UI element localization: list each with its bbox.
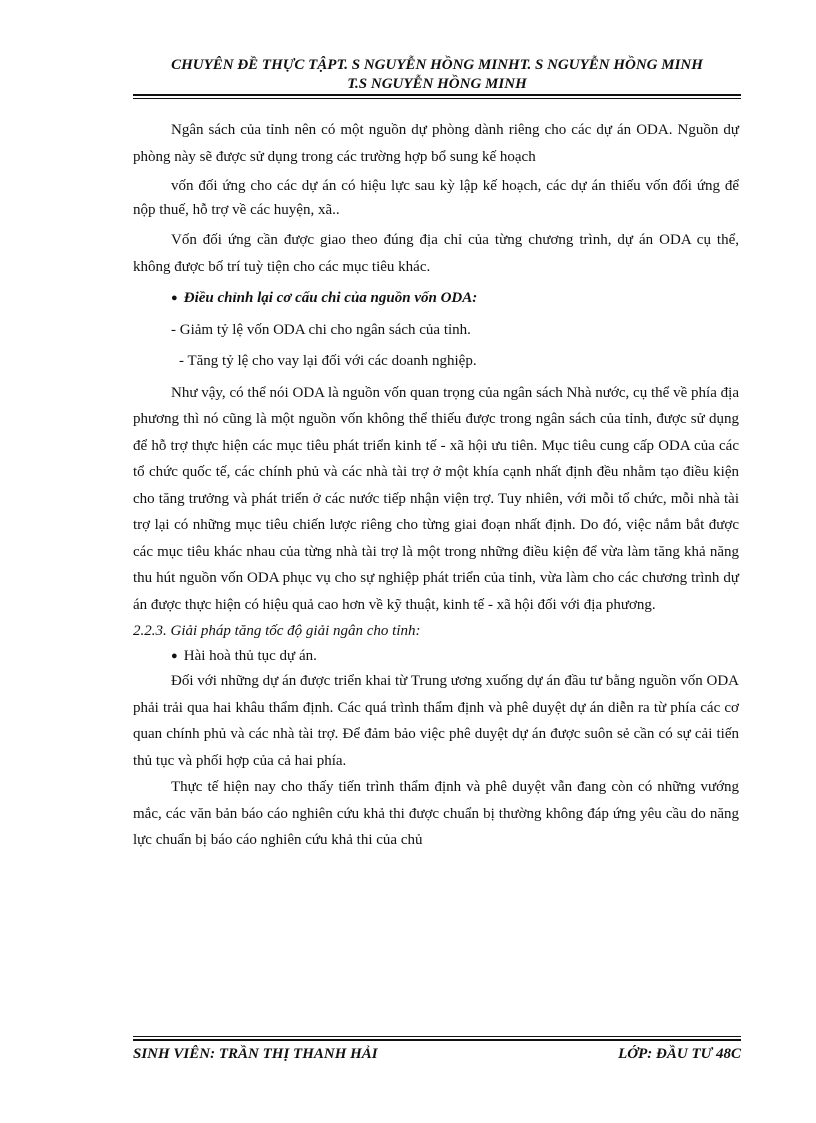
header-divider-thin (133, 98, 741, 99)
bullet-dot-icon: ● (171, 649, 178, 662)
footer-class-name: LỚP: ĐẦU TƯ 48C (618, 1046, 741, 1062)
bullet-heading-text: Điều chỉnh lại cơ cấu chi của nguồn vốn ODA: (183, 290, 478, 306)
dash-item-reduce-ratio: - Giảm tỷ lệ vốn ODA chi cho ngân sách của tỉnh. (171, 321, 471, 338)
paragraph-reserve-fund: Ngân sách của tỉnh nên có một nguồn dự phòng dành riêng cho các dự án ODA. Nguồn dự phòng này sẽ được sử dụng trong các trường hợp bổ sung kế hoạch (133, 122, 739, 165)
page-header (133, 56, 741, 94)
bullet-harmonize-procedures (133, 645, 739, 669)
header-divider (133, 94, 741, 96)
bullet-item-text: Hài hoà thủ tục dự án. (183, 647, 317, 664)
footer-divider-thin (133, 1036, 741, 1037)
header-title-line-2: T.S NGUYỄN HỒNG MINH (347, 76, 527, 92)
bullet-heading-adjust-structure (133, 285, 739, 312)
document-body (133, 117, 739, 854)
paragraph-counterpart-allocation: Vốn đối ứng cần được giao theo đúng địa chỉ của từng chương trình, dự án ODA cụ thể, không được bố trí tuỳ tiện cho các mục tiêu khác. (133, 232, 739, 275)
bullet-dot-icon: ● (171, 292, 178, 304)
paragraph-current-situation: Thực tế hiện nay cho thấy tiến trình thẩm định và phê duyệt vẫn đang còn có những vướng mắc, các văn bản báo cáo nghiên cứu khả thi được chuẩn bị thường không đáp ứng yêu cầu do năng lực chuẩn bị báo cáo nghiên cứu khả thi của chủ (133, 779, 739, 848)
paragraph-oda-importance: Như vậy, có thể nói ODA là nguồn vốn quan trọng của ngân sách Nhà nước, cụ thể về phía địa phương thì nó cũng là một nguồn vốn không thể thiếu được trong ngân sách của tỉnh, được sử dụng để hỗ trợ thực hiện các mục tiêu phát triển kinh tế - xã hội ưu tiên. Mục tiêu cung cấp ODA của các tổ chức quốc tế, các chính phủ và các nhà tài trợ ở một khía cạnh nhất định đều nhằm tạo điều kiện cho tăng trưởng và phát triển ở các nước tiếp nhận viện trợ. Tuy nhiên, với mỗi tổ chức, mỗi nhà tài trợ lại có những mục tiêu chiến lược riêng cho từng giai đoạn nhất định. Do đó, việc nắm bắt được các mục tiêu khác nhau của từng nhà tài trợ là một trong những điều kiện để vừa làm tăng khả năng thu hút nguồn vốn ODA phục vụ cho sự nghiệp phát triển của tỉnh, vừa làm cho các chương trình dự án được thực hiện có hiệu quả cao hơn về kỹ thuật, kinh tế - xã hội đối với địa phương. (133, 384, 739, 613)
paragraph-appraisal: Đối với những dự án được triển khai từ Trung ương xuống dự án đầu tư bằng nguồn vốn ODA phải trải qua hai khâu thẩm định. Các quá trình thẩm định và phê duyệt dự án diễn ra từ phía các cơ quan chính phủ và các nhà tài trợ. Để đảm bảo việc phê duyệt dự án được suôn sẻ cần có sự cải tiến thủ tục và phối hợp của cả hai phía. (133, 673, 739, 769)
footer-divider (133, 1039, 741, 1041)
section-heading-disbursement: 2.2.3. Giải pháp tăng tốc độ giải ngân cho tỉnh: (133, 623, 421, 639)
paragraph-counterpart-capital: vốn đối ứng cho các dự án có hiệu lực sau kỳ lập kế hoạch, các dự án thiếu vốn đối ứng để nộp thuế, hỗ trợ về các huyện, xã.. (133, 178, 739, 218)
header-title-line-1: CHUYÊN ĐỀ THỰC TẬPT. S NGUYỄN HỒNG MINHT. S NGUYỄN HỒNG MINH (171, 57, 703, 73)
dash-item-increase-ratio: - Tăng tỷ lệ cho vay lại đối với các doanh nghiệp. (179, 353, 477, 369)
footer-student-name: SINH VIÊN: TRẦN THỊ THANH HẢI (133, 1046, 378, 1062)
